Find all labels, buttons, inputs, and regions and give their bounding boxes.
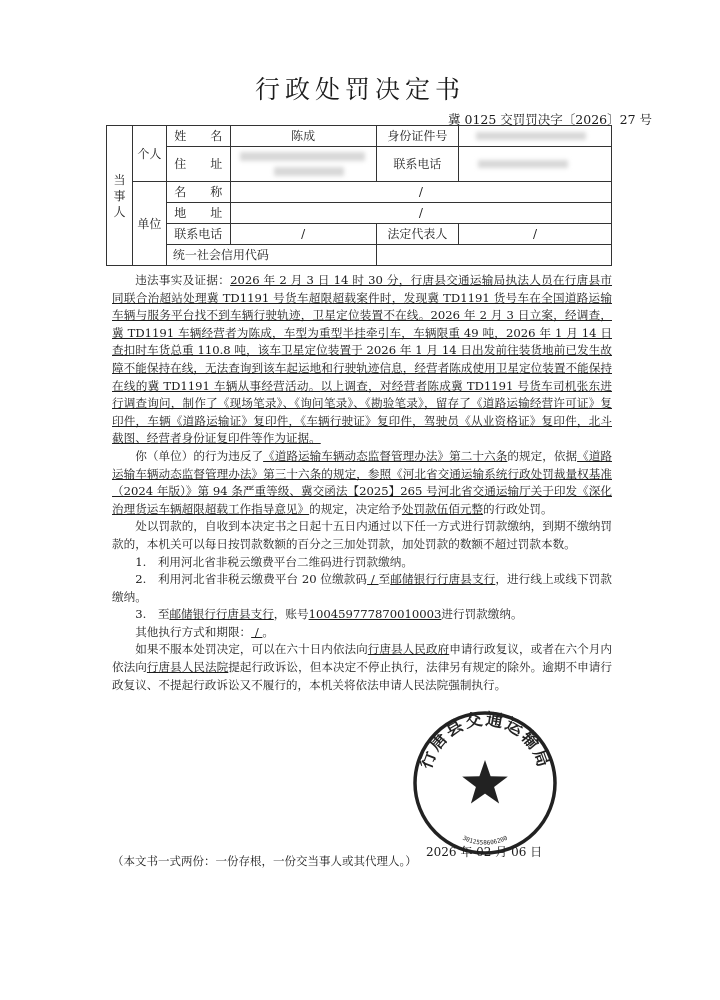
document-body — [112, 272, 612, 694]
facts-paragraph — [112, 272, 612, 448]
credit-code-label: 统一社会信用代码 — [166, 245, 376, 266]
name-label: 姓 名 — [166, 126, 230, 147]
violation-paragraph: 你（单位）的行为违反了《道路运输车辆动态监督管理办法》第二十六条的规定，依据《道路运输车辆动态监督管理办法》第三十六条的规定，参照《河北省交通运输系统行政处罚裁量权基准（2024 年版）》第 94 条严重等级、冀交函法【2025】265 号河北省交通运输厅关于印发《深化治理货运车辆超限超载工作指导意见》的规定，决定给予处罚款伍佰元整的行政处罚。 — [112, 448, 612, 516]
facts-text: 2026 年 2 月 3 日 14 时 30 分，行唐县交通运输局执法人员在行唐县市同联合治超站处理冀 TD1191 号货车超限超载案件时，发现冀 TD1191 货号车在全国道路运输车辆与服务平台找不到车辆行驶轨迹，卫星定位装置不在线。2026 年 2 月 3 日立案，经调查，冀 TD1191 车辆经营者为陈成，车型为重型半挂牵引车，车辆限重 49 吨，2026 年 1 月 14 日查扣时车货总重 110.8 吨，该车卫星定位装置于 2026 年 1 月 14 日出发前往装货地前已发生故障不能保持在线，无法查询到该车起运地和行驶轨迹信息，经营者陈成使用卫星定位装置不能保持在线的冀 TD1191 车辆从事经营活动。以上调查，对经营者陈成冀 TD1191 号货车司机张东进行调查询问，制作了《现场笔录》、《询问笔录》、《勘验笔录》，留存了《道路运输经营许可证》复印件，车辆《道路运输证》复印件，《车辆行驶证》复印件，驾驶员《从业资格证》复印件，北斗截图、经营者身份证复印件等作为证据。 — [112, 273, 613, 446]
unit-name-value: / — [230, 182, 611, 203]
facts-heading: 违法事实及证据： — [135, 273, 231, 287]
id-number-value — [459, 126, 612, 147]
bank-account: 100459777870010003 — [308, 607, 442, 622]
personal-group-label: 个人 — [132, 126, 166, 182]
unit-group-label: 单位 — [132, 182, 166, 266]
seal-serial: 3012558606200 — [461, 834, 509, 847]
party-side-label: 当事人 — [107, 126, 133, 266]
address-label: 住 址 — [166, 147, 230, 182]
payment-method-3: 3. 至邮储银行行唐县支行，账号100459777870010003进行罚款缴纳。 — [135, 607, 523, 622]
legal-rep-label: 法定代表人 — [376, 224, 459, 245]
address-value — [230, 147, 376, 182]
seal-org-text: 行唐县交通运输局 — [416, 709, 554, 772]
unit-address-value: / — [230, 203, 611, 224]
party-info-table — [106, 125, 612, 266]
name-value: 陈成 — [230, 126, 376, 147]
seal-star-icon — [462, 760, 508, 804]
unit-address-label: 地 址 — [166, 203, 230, 224]
payment-intro: 处以罚款的，自收到本决定书之日起十五日内通过以下任一方式进行罚款缴纳，到期不缴纳罚款的，本机关可以每日按罚款数额的百分之三加处罚款，加处罚款的数额不超过罚款本数。 — [112, 519, 612, 551]
unit-phone-label: 联系电话 — [166, 224, 230, 245]
credit-code-value — [376, 245, 611, 266]
review-authority: 行唐县人民政府 — [367, 642, 450, 657]
payment-method-1: 1. 利用河北省非税云缴费平台二维码进行罚款缴纳。 — [135, 554, 413, 569]
legal-rep-value: / — [459, 224, 612, 245]
violated-law: 《道路运输车辆动态监督管理办法》第二十六条 — [263, 448, 508, 463]
copy-note: （本文书一式两份：一份存根，一份交当事人或其代理人。） — [112, 854, 417, 868]
id-number-label: 身份证件号 — [376, 126, 459, 147]
appeal-paragraph: 如果不服本处罚决定，可以在六十日内依法向行唐县人民政府申请行政复议，或者在六个月内依法向行唐县人民法院提起行政诉讼，但本决定不停止执行，法律另有规定的除外。逾期不申请行政复议、不提起行政诉讼又不履行的，本机关将依法申请人民法院强制执行。 — [112, 642, 612, 692]
payment-method-2: 2. 利用河北省非税云缴费平台 20 位缴款码 / 至邮储银行行唐县支行，进行线上或线下罚款缴纳。 — [112, 572, 612, 604]
basis-law: 《道路运输车辆动态监督管理办法》第三十六条的规定，参照《河北省交通运输系统行政处罚裁量权基准（2024 年版）》第 94 条严重等级、冀交函法【2025】265 号河北省交通运输厅关于印发《深化治理货运车辆超限超载工作指导意见》 — [112, 448, 612, 516]
phone-label: 联系电话 — [376, 147, 459, 182]
unit-phone-value: / — [230, 224, 376, 245]
other-execution: 其他执行方式和期限： / 。 — [135, 624, 275, 639]
document-title: 行政处罚决定书 — [254, 75, 465, 104]
bank-name: 邮储银行行唐县支行 — [390, 572, 496, 587]
phone-value — [459, 147, 612, 182]
signature-date: 2026 年 02 月 06 日 — [426, 845, 543, 859]
penalty-amount: 处罚款伍佰元整 — [401, 501, 484, 516]
court-name: 行唐县人民法院 — [146, 660, 229, 675]
document-number: 冀 0125 交罚罚决字〔2026〕27 号 — [448, 112, 652, 127]
unit-name-label: 名 称 — [166, 182, 230, 203]
official-seal — [410, 708, 560, 858]
